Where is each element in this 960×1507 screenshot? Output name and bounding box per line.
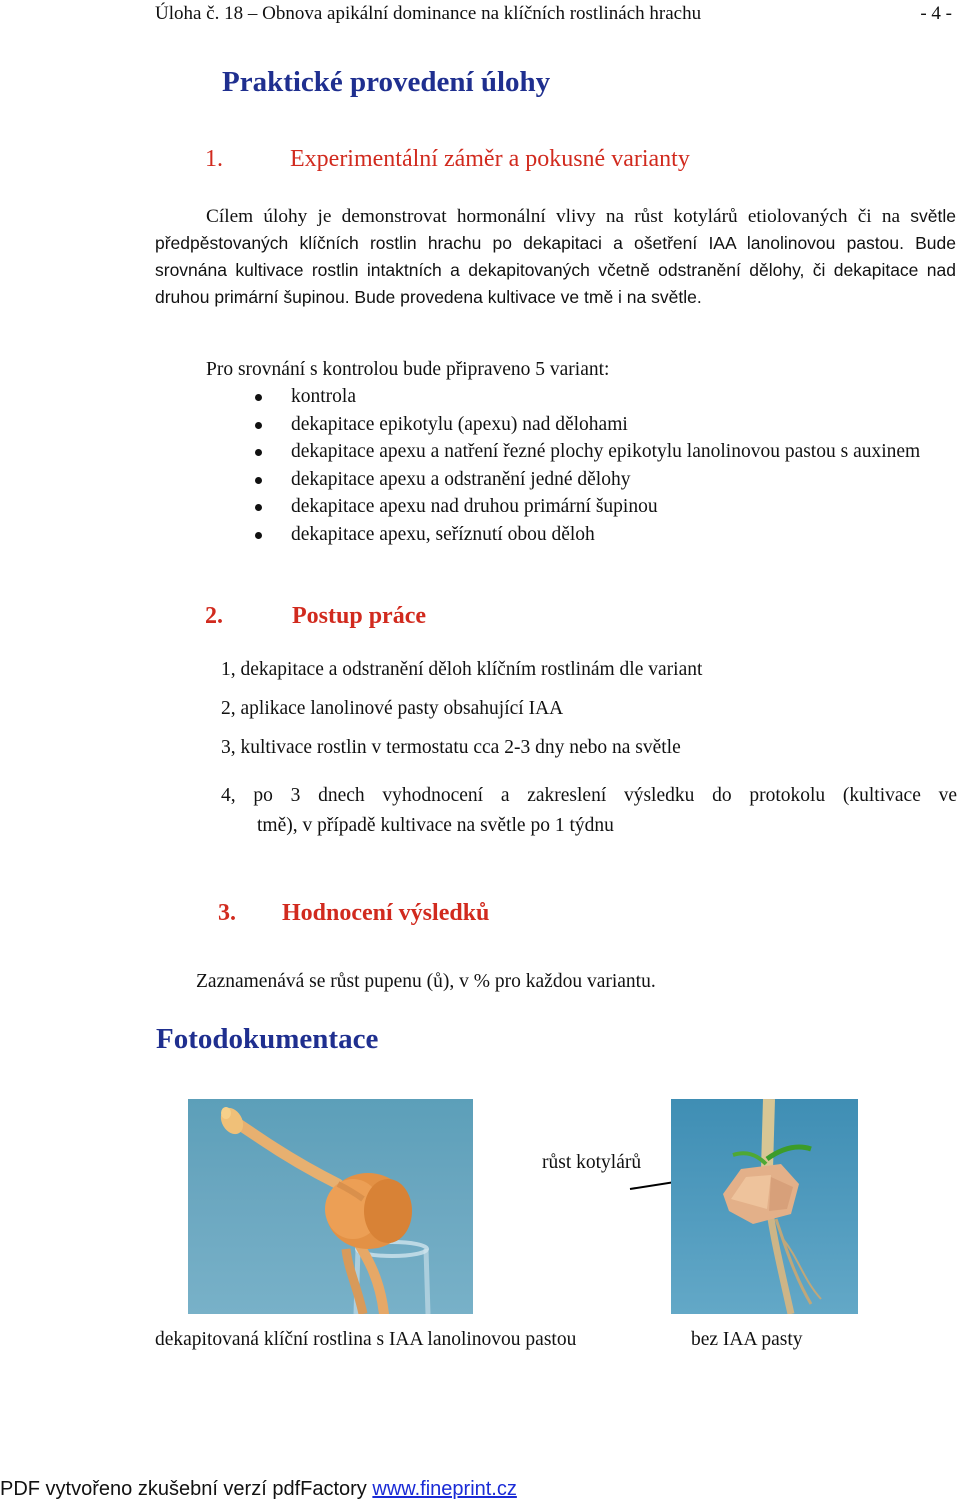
procedure-step: 2, aplikace lanolinové pasty obsahující IAA xyxy=(221,698,564,719)
variant-text: dekapitace apexu a natření řezné plochy epikotylu lanolinovou pastou s auxinem xyxy=(291,441,921,462)
page-number: - 4 - xyxy=(920,3,952,24)
seedling-photo-without-iaa xyxy=(671,1099,858,1314)
variant-text: dekapitace epikotylu (apexu) nad dělohami xyxy=(291,413,628,435)
section1-paragraph xyxy=(155,203,956,311)
section3-title: Hodnocení výsledků xyxy=(282,900,490,926)
variant-text: kontrola xyxy=(291,386,356,407)
bullet-icon xyxy=(255,532,262,539)
main-title: Praktické provedení úlohy xyxy=(222,66,551,98)
growth-annotation-label: růst kotylárů xyxy=(542,1152,642,1173)
procedure-step-continuation: tmě), v případě kultivace na světle po 1 týdnu xyxy=(257,815,614,836)
bullet-icon xyxy=(255,422,262,429)
variants-list xyxy=(250,384,956,549)
seedling-illustration-1 xyxy=(188,1099,473,1314)
section3-number: 3. xyxy=(218,900,236,926)
section1-number: 1. xyxy=(205,146,223,172)
page-header-title: Úloha č. 18 – Obnova apikální dominance na klíčních rostlinách hrachu xyxy=(155,3,702,24)
photo-caption-1: dekapitovaná klíční rostlina s IAA lanolinovou pastou xyxy=(155,1329,577,1350)
paragraph-part-mix: Bude srovnána kultivace rostlin intaktních a dekapitovaných včetně odstranění dělohy, či dekapitace nad druhou primární šupinou. Bude provedena kultivace ve tmě i na světle. xyxy=(155,233,956,307)
bullet-icon xyxy=(255,477,262,484)
list-item xyxy=(250,494,956,520)
fineprint-link[interactable]: www.fineprint.cz xyxy=(372,1478,517,1500)
variant-text: dekapitace apexu a odstranění jedné dělohy xyxy=(291,468,631,490)
variants-intro: Pro srovnání s kontrolou bude připraveno 5 variant: xyxy=(206,359,610,380)
section2-number: 2. xyxy=(205,603,223,629)
procedure-step: 3, kultivace rostlin v termostatu cca 2-3 dny nebo na světle xyxy=(221,737,681,758)
list-item xyxy=(250,384,956,410)
section2-title: Postup práce xyxy=(292,603,426,629)
paragraph-part-serif: Cílem úlohy je demonstrovat hormonální vlivy na růst kotylárů etiolovaných či na xyxy=(206,206,901,227)
procedure-step: 1, dekapitace a odstranění děloh klíčním rostlinám dle variant xyxy=(221,659,703,680)
list-item xyxy=(250,522,956,548)
seedling-illustration-2 xyxy=(671,1099,858,1314)
bullet-icon xyxy=(255,449,262,456)
list-item xyxy=(250,467,956,493)
procedure-step: 4, po 3 dnech vyhodnocení a zakreslení výsledku do protokolu (kultivace ve xyxy=(221,785,957,806)
photo-caption-2: bez IAA pasty xyxy=(691,1329,803,1350)
variant-text: dekapitace apexu, seříznutí obou děloh xyxy=(291,523,595,545)
section3-text: Zaznamenává se růst pupenu (ů), v % pro každou variantu. xyxy=(196,971,656,992)
photo-section-title: Fotodokumentace xyxy=(156,1023,379,1055)
footer-text: PDF vytvořeno zkušební verzí pdfFactory xyxy=(0,1478,373,1500)
paragraph-part-sans: světle předpěstovaných klíčních rostlin hrachu po dekapitaci a ošetření IAA lanolinovou pastou. xyxy=(155,206,956,253)
pdf-footer xyxy=(0,1478,517,1501)
variant-text: dekapitace apexu nad druhou primární šupinou xyxy=(291,496,658,517)
bullet-icon xyxy=(255,394,262,401)
bullet-icon xyxy=(255,504,262,511)
section1-title: Experimentální záměr a pokusné varianty xyxy=(290,146,690,172)
list-item xyxy=(250,439,956,465)
seedling-photo-with-iaa xyxy=(188,1099,473,1314)
list-item xyxy=(250,412,956,438)
